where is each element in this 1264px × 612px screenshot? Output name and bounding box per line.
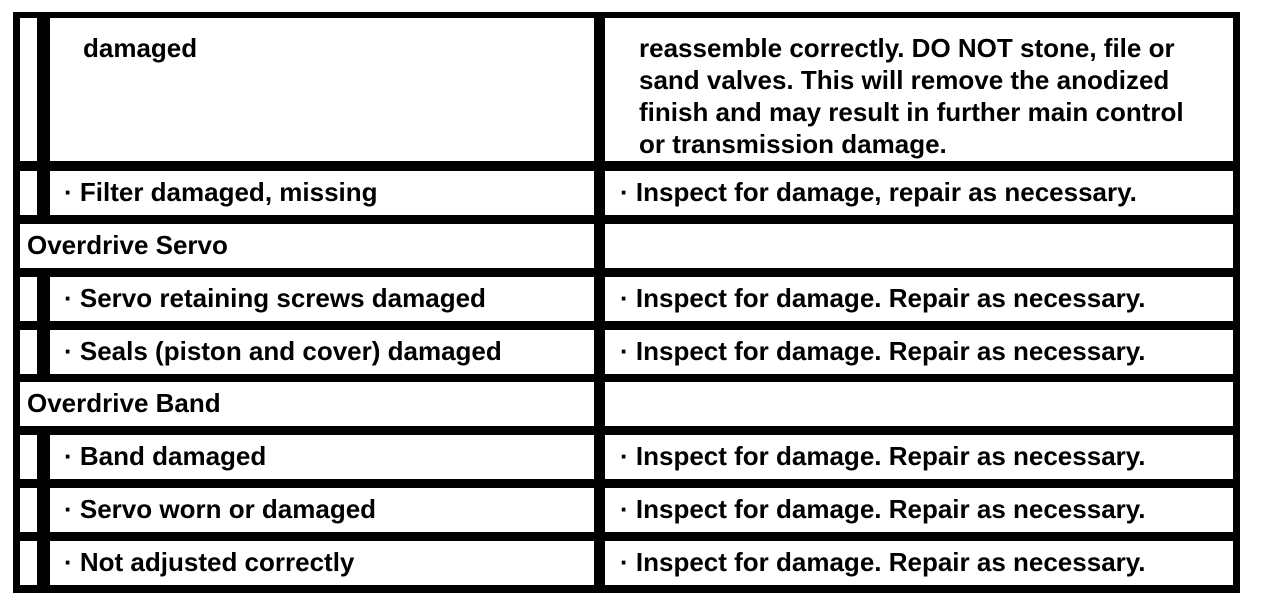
condition-cell [50, 488, 594, 532]
action-text: · Inspect for damage. Repair as necessary. [620, 336, 1146, 366]
action-text-line: or transmission damage. [639, 129, 947, 159]
indent-stub [20, 171, 37, 215]
indent-stub [20, 277, 37, 321]
condition-cell [50, 277, 594, 321]
action-cell [605, 224, 1233, 268]
section-heading-cell [20, 224, 594, 268]
indent-stub [20, 18, 37, 161]
section-heading-cell [20, 382, 594, 426]
condition-cell [50, 541, 594, 585]
action-text: · Inspect for damage. Repair as necessary. [620, 283, 1146, 313]
action-text: · Inspect for damage, repair as necessary. [620, 177, 1137, 207]
action-cell [605, 488, 1233, 532]
action-cell [605, 171, 1233, 215]
action-text: · Inspect for damage. Repair as necessary. [620, 441, 1146, 471]
action-text: · Inspect for damage. Repair as necessary. [620, 494, 1146, 524]
condition-text: · Not adjusted correctly [64, 547, 355, 577]
action-text: · Inspect for damage. Repair as necessary. [620, 547, 1146, 577]
condition-text: · Band damaged [64, 441, 267, 471]
indent-stub [20, 541, 37, 585]
condition-text: · Filter damaged, missing [64, 177, 378, 207]
section-heading: Overdrive Servo [27, 230, 228, 260]
condition-cell [50, 171, 594, 215]
action-text-line: finish and may result in further main control [639, 97, 1184, 127]
diagnosis-table [13, 12, 1240, 593]
action-text-line: reassemble correctly. DO NOT stone, file or [639, 33, 1175, 63]
action-cell [605, 330, 1233, 374]
condition-text: · Seals (piston and cover) damaged [64, 336, 502, 366]
condition-cell [50, 435, 594, 479]
indent-stub [20, 488, 37, 532]
action-cell [605, 382, 1233, 426]
indent-stub [20, 330, 37, 374]
condition-cell [50, 18, 594, 161]
action-text-line: sand valves. This will remove the anodized [639, 65, 1170, 95]
condition-cell [50, 330, 594, 374]
condition-text: damaged [83, 33, 198, 63]
condition-text: · Servo retaining screws damaged [64, 283, 486, 313]
action-cell [605, 277, 1233, 321]
section-heading: Overdrive Band [27, 388, 221, 418]
action-cell [605, 541, 1233, 585]
action-cell [605, 18, 1233, 161]
action-cell [605, 435, 1233, 479]
indent-stub [20, 435, 37, 479]
condition-text: · Servo worn or damaged [64, 494, 377, 524]
